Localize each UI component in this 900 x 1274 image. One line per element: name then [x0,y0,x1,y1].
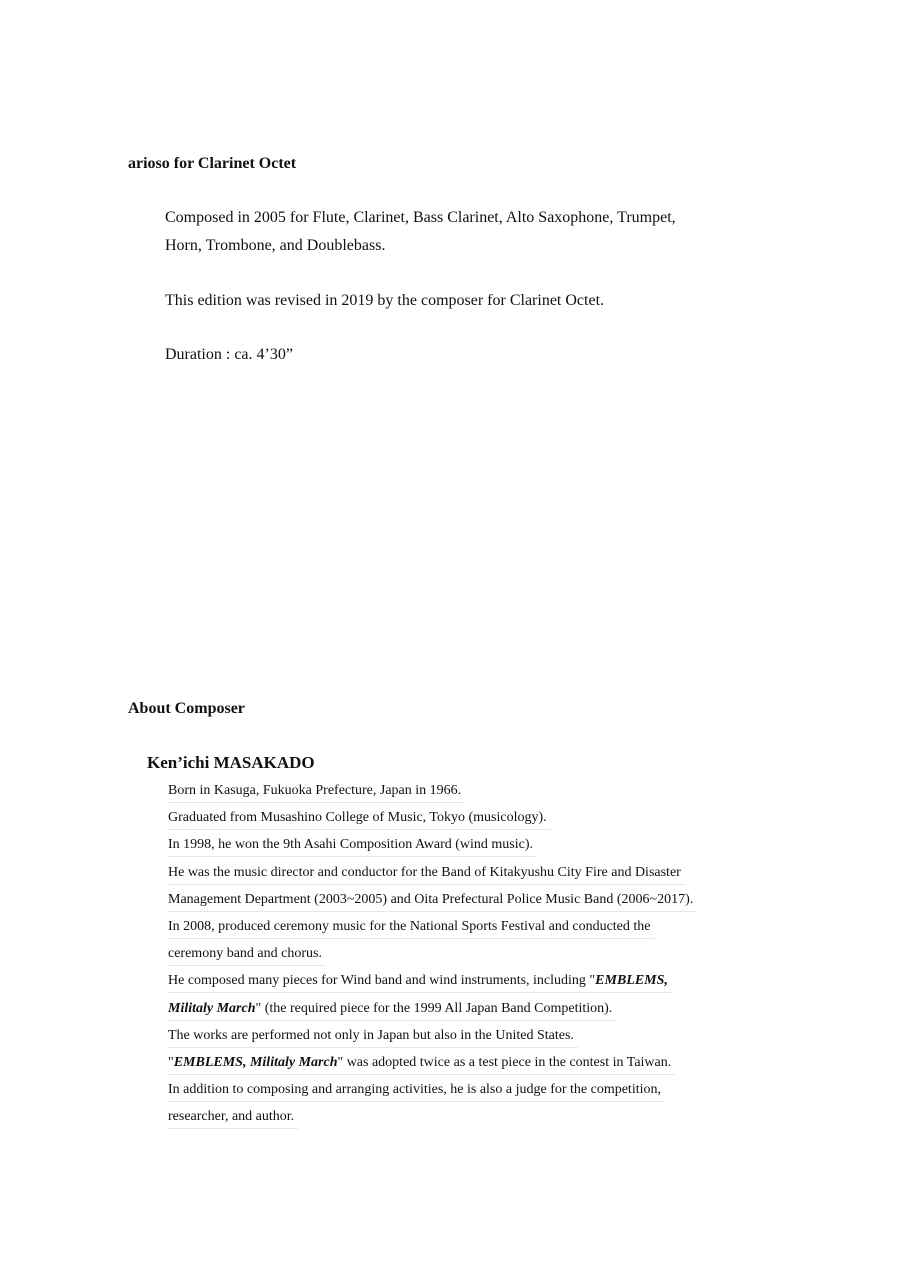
about-composer-heading: About Composer [128,700,245,717]
bio-line: "EMBLEMS, Militaly March" was adopted twice as a test piece in the contest in Taiwan. [168,1049,788,1076]
bio-line: Born in Kasuga, Fukuoka Prefecture, Japan in 1966. [168,777,788,804]
bio-line: Militaly March" (the required piece for the 1999 All Japan Band Competition). [168,995,788,1022]
composer-name: Ken’ichi MASAKADO [147,753,315,772]
work-title: EMBLEMS, [595,973,668,989]
composition-info-line-2: Horn, Trombone, and Doublebass. [165,237,386,254]
composer-biography [168,777,788,1130]
bio-line: Graduated from Musashino College of Music, Tokyo (musicology). [168,804,788,831]
work-title: EMBLEMS, Militaly March [173,1054,338,1070]
bio-line: In 1998, he won the 9th Asahi Composition Award (wind music). [168,831,788,858]
revision-note: This edition was revised in 2019 by the composer for Clarinet Octet. [165,292,605,309]
composition-info [165,204,785,260]
bio-line: ceremony band and chorus. [168,940,788,967]
work-title: Militaly March [168,1000,256,1016]
bio-line: In 2008, produced ceremony music for the National Sports Festival and conducted the [168,913,788,940]
piece-title: arioso for Clarinet Octet [128,155,297,172]
bio-line: He was the music director and conductor for the Band of Kitakyushu City Fire and Disaster [168,859,788,886]
bio-line: He composed many pieces for Wind band and wind instruments, including "EMBLEMS, [168,967,788,994]
bio-line: In addition to composing and arranging activities, he is also a judge for the competition, [168,1076,788,1103]
duration: Duration : ca. 4’30” [165,346,293,363]
bio-line: The works are performed not only in Japan but also in the United States. [168,1022,788,1049]
bio-line: researcher, and author. [168,1103,788,1130]
bio-line: Management Department (2003~2005) and Oita Prefectural Police Music Band (2006~2017). [168,886,788,913]
composition-info-line-1: Composed in 2005 for Flute, Clarinet, Bass Clarinet, Alto Saxophone, Trumpet, [165,209,676,226]
